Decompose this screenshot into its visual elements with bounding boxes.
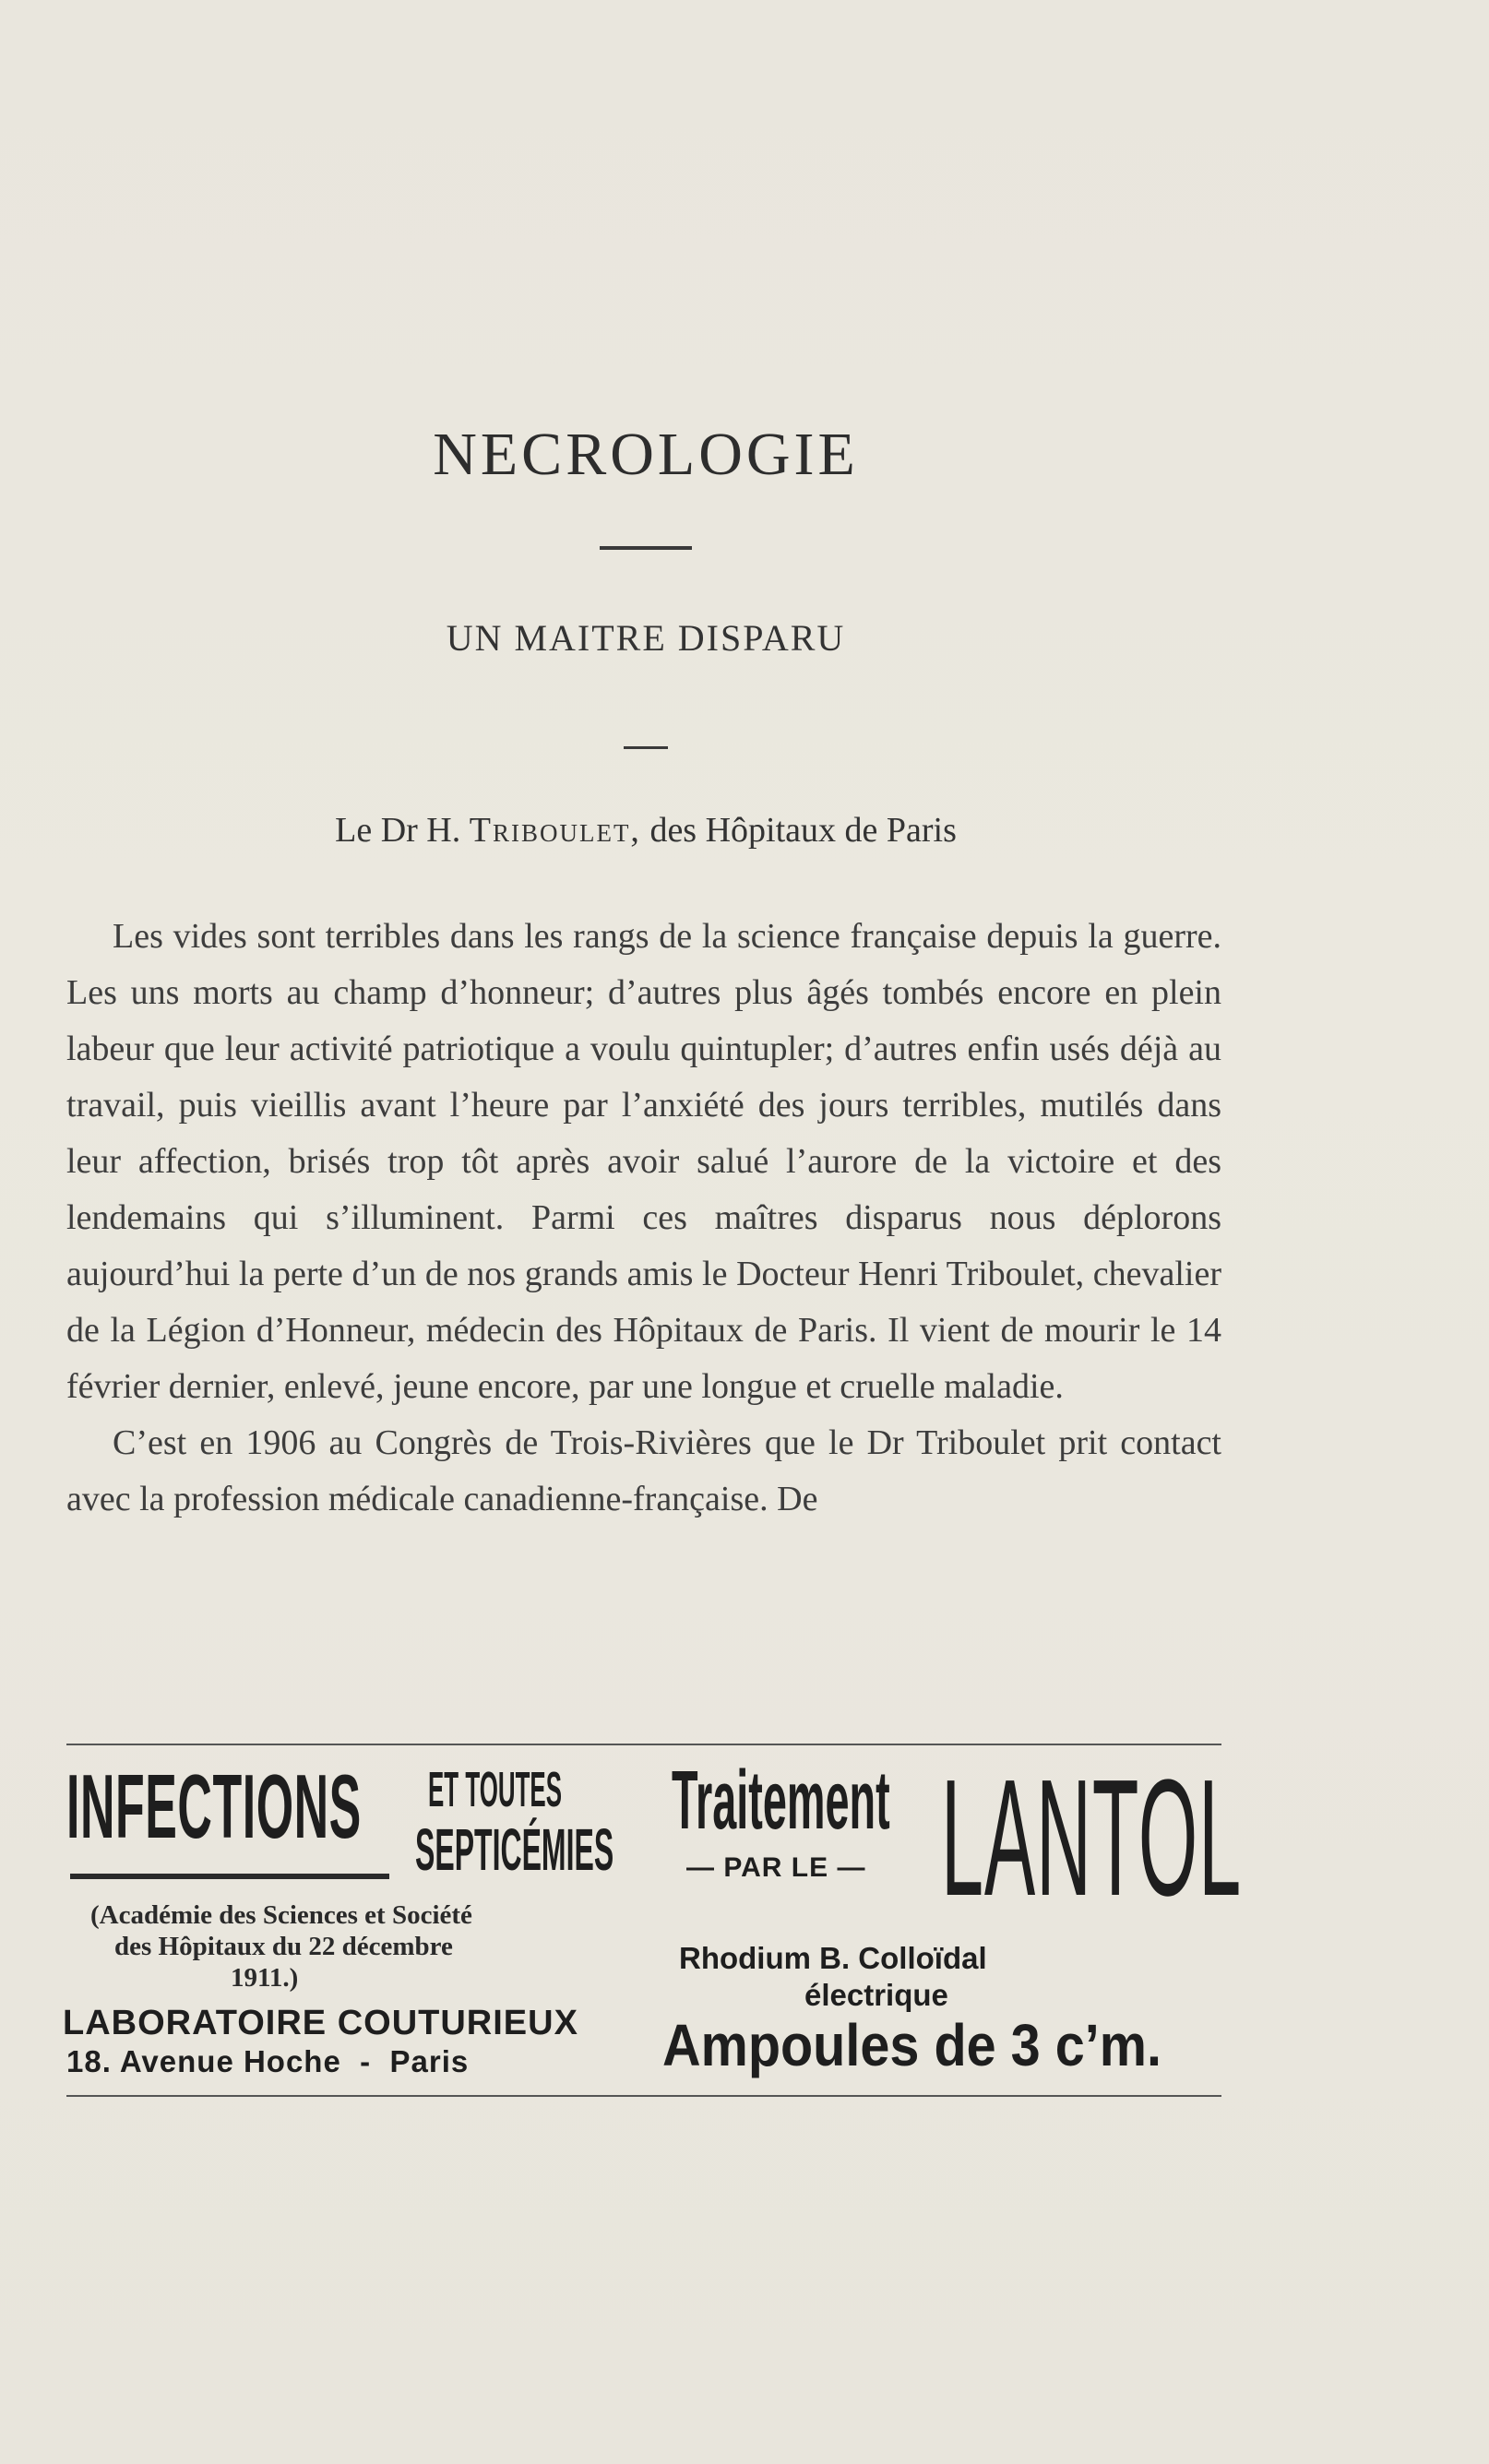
- ad-et-toutes: ET TOUTES: [428, 1762, 562, 1817]
- paragraph: C’est en 1906 au Congrès de Trois-Rivières que le Dr Triboulet prit contact avec la profession médicale canadienne-française. De: [66, 1423, 1221, 1518]
- ad-septicemies: SEPTICÉMIES: [415, 1816, 614, 1883]
- ad-laboratoire: LABORATOIRE COUTURIEUX: [63, 2004, 578, 2042]
- ad-academie-line3: 1911.): [231, 1963, 299, 1993]
- ad-academie-line1: (Académie des Sciences et Société: [90, 1900, 472, 1930]
- article-subtitle: UN MAITRE DISPARU: [446, 617, 846, 659]
- byline-suffix: des Hôpitaux de Paris: [649, 811, 957, 850]
- byline-prefix: Le Dr H.: [335, 811, 461, 850]
- advertisement: [63, 1740, 1243, 2095]
- page-title: NECROLOGIE: [433, 421, 859, 488]
- ad-infections: INFECTIONS: [66, 1756, 362, 1857]
- subtitle-divider: [624, 746, 668, 749]
- ad-traitement: Traitement: [672, 1755, 890, 1847]
- ad-par-le: — PAR LE —: [686, 1852, 866, 1883]
- paragraph: Les vides sont terribles dans les rangs de la science française depuis la guerre. Les uns morts au champ d’honneur; d’autres plus âgés tombés encore en plein labeur que leur activité patriotique a voulu quintupler; d’autres enfin usés déjà au travail, puis vieillis avant l’heure par l’anxiété des jours terribles, mutilés dans leur affection, brisés trop tôt après avoir salué l’aurore de la victoire et des lendemains qui s’illuminent. Parmi ces maîtres disparus nous déplorons aujourd’hui la perte d’un de nos grands amis le Docteur Henri Triboulet, chevalier de la Légion d’Honneur, médecin des Hôpitaux de Paris. Il vient de mourir le 14 février dernier, enlevé, jeune encore, par une longue et cruelle maladie.: [66, 917, 1221, 1406]
- ad-rhodium: Rhodium B. Colloïdal: [679, 1941, 987, 1975]
- title-divider: [600, 546, 692, 550]
- article-byline: [0, 810, 1292, 851]
- ad-bottom-rule: [66, 2095, 1221, 2097]
- ad-electrique: électrique: [804, 1978, 948, 2012]
- article-body: [66, 909, 1221, 1528]
- ad-infections-underline: [70, 1874, 389, 1879]
- ad-ampoules: Ampoules de 3 c’m.: [662, 2012, 1161, 2078]
- ad-address: 18. Avenue Hoche - Paris: [66, 2044, 470, 2078]
- ad-lantol: LANTOL: [941, 1745, 1243, 1931]
- byline-name: Triboulet,: [469, 811, 641, 850]
- ad-academie-line2: des Hôpitaux du 22 décembre: [114, 1932, 453, 1961]
